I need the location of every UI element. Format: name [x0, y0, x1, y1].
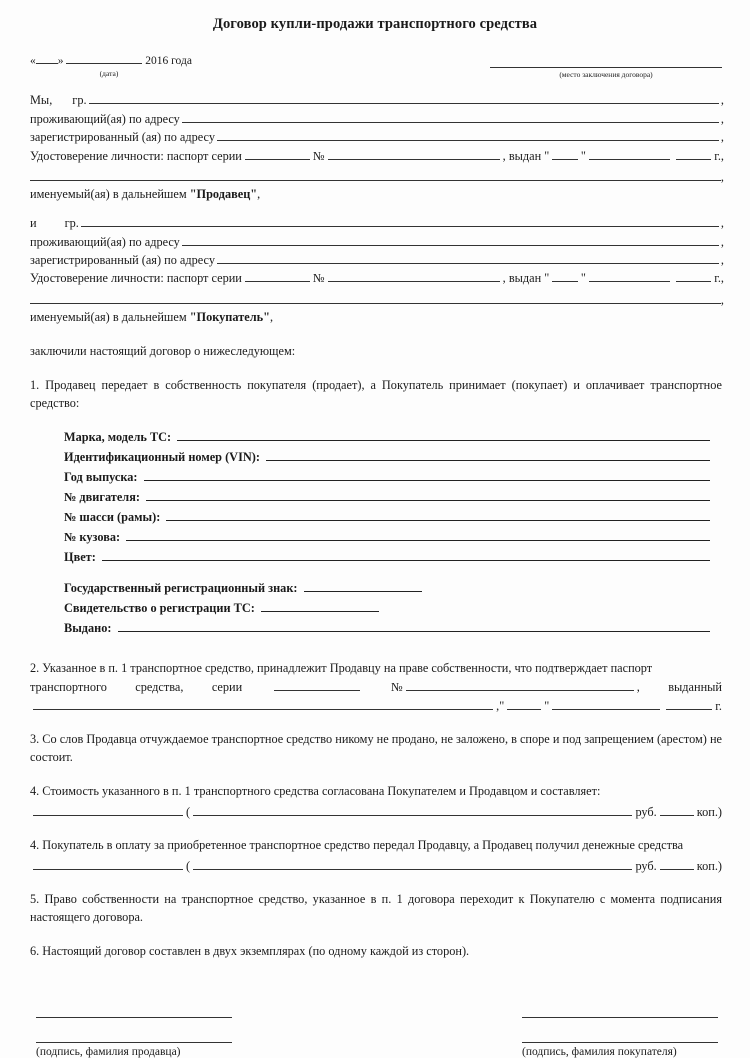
clause-2-line-3: [30, 697, 722, 715]
vehicle-field-row: [64, 488, 710, 508]
payment-digits-field[interactable]: [33, 858, 183, 870]
buyer-issue-month-field[interactable]: [589, 270, 671, 282]
price-kopecks-field[interactable]: [660, 804, 694, 816]
seller-registered-label: зарегистрированный (ая) по адресу: [30, 130, 215, 145]
clause-2-month-field[interactable]: [552, 698, 660, 710]
vehicle-field-row: [64, 548, 710, 568]
quote-close: »: [57, 55, 64, 68]
seller-role-row: [30, 187, 724, 202]
buyer-issued-label: , выдан: [502, 271, 542, 286]
seller-role-prefix: именуемый(ая) в дальнейшем: [30, 187, 187, 202]
payment-kop-label: коп.): [696, 858, 722, 873]
seller-signature-field[interactable]: [36, 991, 232, 1018]
registration-certificate-label: Свидетельство о регистрации ТС:: [64, 600, 255, 615]
seller-extra-row: [30, 165, 724, 185]
clause-2-quote-open: ": [499, 698, 505, 713]
vehicle-field-input[interactable]: [144, 468, 710, 481]
buyer-registered-field[interactable]: [217, 252, 719, 264]
registration-field-row: [64, 619, 710, 639]
buyer-passport-number-field[interactable]: [328, 270, 500, 282]
day-field[interactable]: [36, 63, 58, 64]
buyer-surname-field[interactable]: [522, 1018, 718, 1043]
registration-field-row: [64, 579, 710, 599]
vehicle-field-label: Идентификационный номер (VIN):: [64, 450, 260, 465]
clause-4-price: [22, 783, 728, 821]
month-field[interactable]: [66, 63, 142, 64]
seller-issue-year-abbr: г.,: [714, 148, 724, 163]
clause-2-year-abbr: г.: [715, 698, 722, 713]
clause-2-comma-2: ,: [496, 698, 500, 713]
buyer-residing-label: проживающий(ая) по адресу: [30, 234, 180, 249]
seller-name-field[interactable]: [89, 92, 719, 104]
vehicle-field-row: [64, 468, 710, 488]
clause-4-payment-amount-row: [30, 857, 722, 875]
price-paren-open: (: [186, 804, 191, 819]
buyer-name-row: [30, 214, 724, 232]
buyer-signature-group: [522, 991, 718, 1058]
year-label: 2016 года: [145, 55, 192, 68]
buyer-issue-day-field[interactable]: [552, 270, 578, 282]
seller-residing-field[interactable]: [182, 111, 719, 123]
clause-2: [22, 660, 728, 715]
seller-passport-row: [30, 147, 724, 165]
payment-kopecks-field[interactable]: [660, 858, 694, 870]
clause-2-line-2: [30, 678, 722, 696]
agreement-lead: заключили настоящий договор о нижеследующем:: [30, 343, 296, 358]
registration-plate-label: Государственный регистрационный знак:: [64, 580, 298, 595]
seller-passport-label: Удостоверение личности: паспорт серии: [30, 148, 242, 163]
place-caption: (место заключения договора): [559, 70, 653, 80]
clause-2-word-series: серии: [211, 680, 243, 695]
vehicle-details-block: [22, 428, 728, 638]
vehicle-field-row: [64, 448, 710, 468]
vehicle-field-input[interactable]: [177, 428, 710, 441]
seller-signature-caption: (подпись, фамилия продавца): [36, 1045, 181, 1058]
vehicle-field-label: Цвет:: [64, 549, 96, 564]
buyer-issue-year-field[interactable]: [676, 270, 711, 282]
buyer-extra-row: [30, 288, 724, 308]
buyer-role-suffix: ,: [269, 309, 274, 324]
clause-2-year-field[interactable]: [666, 698, 712, 710]
seller-residing-label: проживающий(ая) по адресу: [30, 111, 180, 126]
registration-issuedby-input[interactable]: [118, 619, 710, 632]
registration-certificate-input[interactable]: [261, 599, 379, 612]
clause-2-number-field[interactable]: [406, 679, 634, 691]
seller-role-name: "Продавец": [189, 187, 258, 202]
payment-words-field[interactable]: [193, 858, 632, 870]
vehicle-field-input[interactable]: [146, 488, 710, 501]
buyer-registered-comma: ,: [720, 253, 724, 268]
buyer-registered-row: [30, 251, 724, 269]
clause-2-word-transport: транспортного: [30, 680, 107, 695]
vehicle-field-label: Марка, модель ТС:: [64, 430, 172, 445]
price-kop-label: коп.): [696, 804, 722, 819]
buyer-passport-series-field[interactable]: [245, 270, 310, 282]
clause-2-issuer-field[interactable]: [33, 698, 493, 710]
buyer-and-label: и: [30, 216, 37, 231]
place-field[interactable]: [490, 55, 722, 68]
price-rub-label: руб.: [635, 804, 657, 819]
buyer-residing-comma: ,: [720, 234, 724, 249]
registration-plate-input[interactable]: [304, 579, 422, 592]
buyer-residing-field[interactable]: [182, 234, 719, 246]
seller-registered-comma: ,: [720, 130, 724, 145]
buyer-passport-number-sign: №: [312, 271, 325, 286]
buyer-issue-quote-close: ": [580, 271, 586, 286]
buyer-block: [22, 214, 728, 325]
buyer-name-field[interactable]: [81, 215, 719, 227]
page-title: Договор купли-продажи транспортного средства: [212, 16, 538, 32]
clause-2-day-field[interactable]: [507, 698, 541, 710]
clause-4-price-amount-row: [30, 803, 722, 821]
date-place-row: [22, 55, 728, 79]
date-block: [30, 55, 192, 78]
place-block: [490, 55, 722, 79]
buyer-citizen-label: гр.: [64, 216, 79, 231]
buyer-passport-row: [30, 269, 724, 287]
vehicle-field-input[interactable]: [166, 508, 710, 521]
buyer-role-prefix: именуемый(ая) в дальнейшем: [30, 309, 187, 324]
seller-passport-number-field[interactable]: [328, 148, 500, 160]
seller-name-row: [30, 91, 724, 109]
seller-registered-field[interactable]: [217, 129, 719, 141]
buyer-residing-row: [30, 233, 724, 251]
registration-issuedby-label: Выдано:: [64, 620, 112, 635]
clause-2-quote-close: ": [544, 698, 550, 713]
seller-signature-group: [36, 991, 232, 1058]
vehicle-field-input[interactable]: [126, 528, 710, 541]
clause-3: 3. Со слов Продавца отчуждаемое транспортное средство никому не продано, не заложено, в споре и под запрещением (арестом) не состоит.: [30, 732, 722, 764]
vehicle-field-label: № двигателя:: [64, 490, 140, 505]
clause-1: 1. Продавец передает в собственность покупателя (продает), а Покупатель принимает (покупает) и оплачивает транспортное средство:: [30, 377, 722, 410]
seller-issued-label: , выдан: [502, 148, 542, 163]
clause-2-line-1: 2. Указанное в п. 1 транспортное средство, принадлежит Продавцу на праве собственности, что подтверждает паспорт: [30, 661, 653, 676]
clause-6: 6. Настоящий договор составлен в двух экземплярах (по одному каждой из сторон).: [30, 943, 470, 958]
vehicle-field-label: Год выпуска:: [64, 470, 138, 485]
buyer-issue-quote-open: ": [544, 271, 550, 286]
vehicle-field-row: [64, 528, 710, 548]
vehicle-field-input[interactable]: [266, 448, 710, 461]
seller-passport-number-sign: №: [312, 148, 325, 163]
signature-block: [22, 991, 728, 1058]
vehicle-field-label: № кузова:: [64, 529, 121, 544]
buyer-signature-caption: (подпись, фамилия покупателя): [522, 1045, 677, 1058]
clause-4-payment: [22, 837, 728, 875]
buyer-extra-field[interactable]: [30, 291, 721, 304]
vehicle-field-row: [64, 428, 710, 448]
clause-4-payment-text: 4. Покупатель в оплату за приобретенное транспортное средство передал Продавцу, а Продавец получил денежные средства: [30, 838, 684, 853]
clause-2-comma: ,: [636, 680, 640, 695]
registration-field-row: [64, 599, 710, 619]
seller-passport-series-field[interactable]: [245, 148, 310, 160]
buyer-role-row: [30, 310, 724, 325]
seller-block: [22, 91, 728, 202]
date-caption: (дата): [99, 68, 119, 78]
seller-issue-quote-open: ": [544, 148, 550, 163]
clause-2-word-means: средства,: [135, 680, 184, 695]
seller-surname-field[interactable]: [36, 1018, 232, 1043]
buyer-signature-field[interactable]: [522, 991, 718, 1018]
clause-2-word-issued: выданный: [668, 680, 722, 695]
buyer-extra-comma: ,: [720, 292, 724, 307]
seller-extra-field[interactable]: [30, 168, 721, 181]
seller-issue-day-field[interactable]: [552, 148, 578, 160]
seller-residing-comma: ,: [720, 111, 724, 126]
vehicle-field-input[interactable]: [102, 548, 710, 561]
clause-5: 5. Право собственности на транспортное средство, указанное в п. 1 договора переходит к Покупателю с момента подписания настоящего договора.: [30, 892, 722, 925]
seller-issue-month-field[interactable]: [589, 148, 671, 160]
clause-2-number-sign: №: [391, 680, 403, 695]
seller-issue-quote-close: ": [580, 148, 586, 163]
seller-residing-row: [30, 110, 724, 128]
vehicle-field-label: № шасси (рамы):: [64, 510, 161, 524]
seller-role-suffix: ,: [257, 187, 261, 202]
clause-2-series-field[interactable]: [274, 679, 360, 691]
seller-name-comma: ,: [720, 93, 724, 108]
clause-4-price-text: 4. Стоимость указанного в п. 1 транспортного средства согласована Покупателем и Продавцом и составляет:: [30, 783, 601, 798]
payment-rub-label: руб.: [635, 858, 657, 873]
buyer-role-name: "Покупатель": [189, 309, 270, 324]
seller-citizen-label: гр.: [72, 93, 87, 108]
buyer-name-comma: ,: [720, 216, 724, 231]
seller-issue-year-field[interactable]: [676, 148, 711, 160]
seller-registered-row: [30, 128, 724, 146]
buyer-passport-label: Удостоверение личности: паспорт серии: [30, 271, 242, 286]
price-digits-field[interactable]: [33, 804, 183, 816]
payment-paren-open: (: [186, 858, 191, 873]
seller-we-label: Мы,: [30, 93, 53, 108]
price-words-field[interactable]: [193, 804, 632, 816]
vehicle-field-row: [64, 508, 710, 528]
buyer-issue-year-abbr: г.,: [714, 271, 724, 286]
seller-extra-comma: ,: [720, 170, 724, 185]
buyer-registered-label: зарегистрированный (ая) по адресу: [30, 253, 215, 268]
quote-open: «: [30, 55, 36, 68]
